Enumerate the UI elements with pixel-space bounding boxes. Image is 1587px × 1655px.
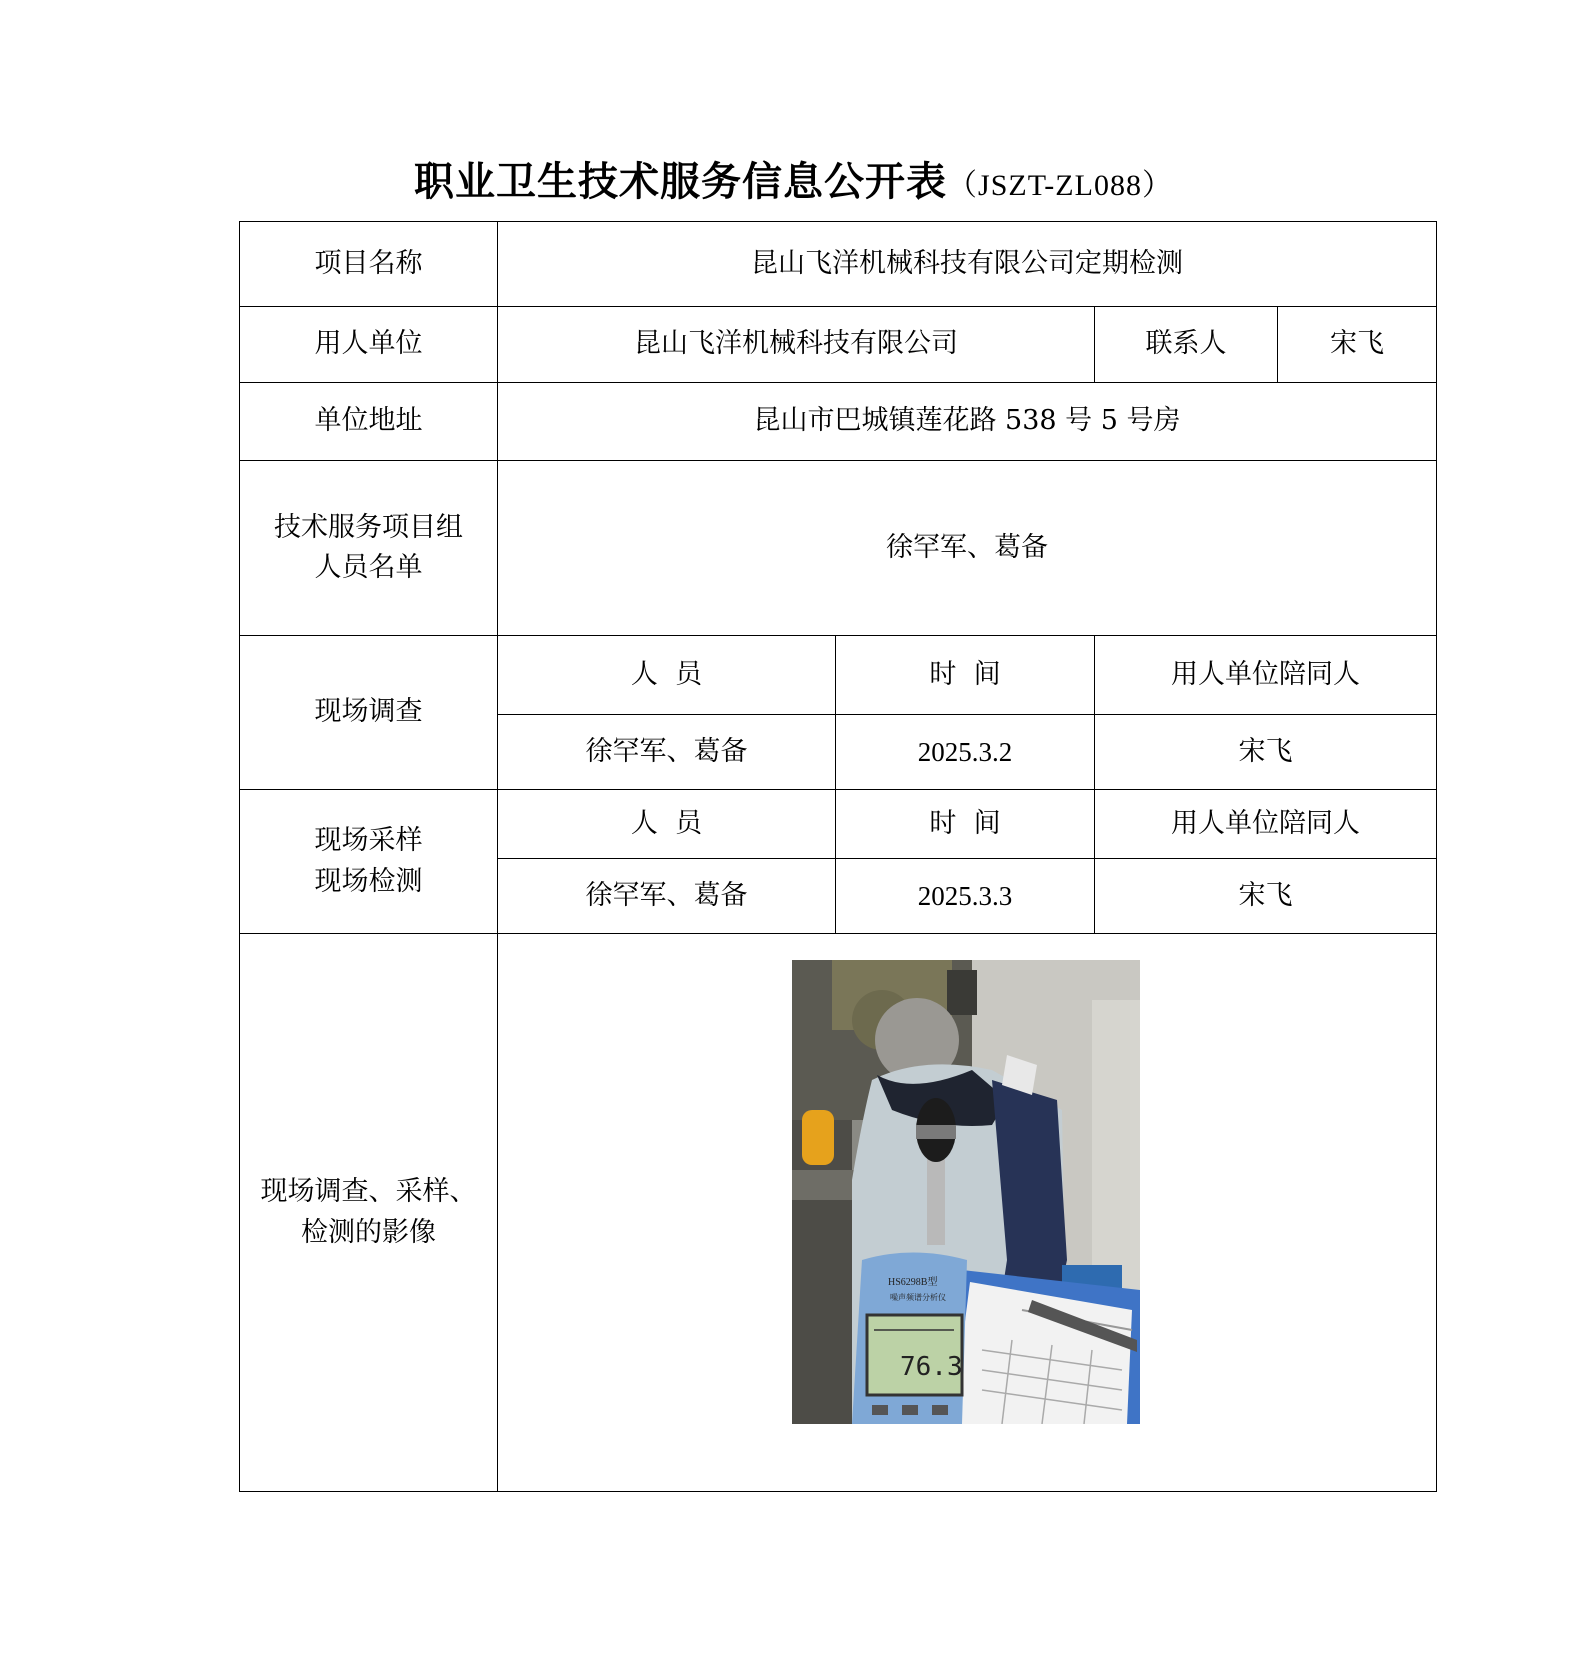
team-label	[240, 461, 498, 636]
employer-label: 用人单位	[240, 307, 498, 383]
row-sampling-header	[240, 790, 1437, 859]
sampling-personnel: 徐罕军、葛备	[498, 859, 836, 934]
title-code: （JSZT-ZL088）	[947, 169, 1173, 202]
row-team	[240, 461, 1437, 636]
survey-header-time: 时 间	[836, 636, 1095, 715]
contact-label: 联系人	[1095, 307, 1278, 383]
images-label-line1: 现场调查、采样、	[260, 1176, 477, 1207]
sampling-label-line2: 现场检测	[314, 865, 423, 897]
project-name-value: 昆山飞洋机械科技有限公司定期检测	[498, 222, 1437, 307]
survey-header-personnel: 人 员	[498, 636, 836, 715]
employer-value: 昆山飞洋机械科技有限公司	[498, 307, 1095, 383]
sampling-header-time: 时 间	[836, 790, 1095, 859]
team-value: 徐罕军、葛备	[498, 461, 1437, 636]
team-label-line1: 技术服务项目组	[274, 511, 463, 543]
meter-model: HS6298B型	[888, 1277, 938, 1288]
meter-reading: 76.3	[900, 1352, 963, 1382]
page-title	[0, 150, 1587, 207]
sampling-header-personnel: 人 员	[498, 790, 836, 859]
images-cell	[498, 934, 1437, 1492]
row-images	[240, 934, 1437, 1492]
meter-name: 噪声频谱分析仪	[890, 1293, 946, 1302]
sampling-header-escort: 用人单位陪同人	[1095, 790, 1437, 859]
row-address	[240, 383, 1437, 461]
row-project-name	[240, 222, 1437, 307]
title-main: 职业卫生技术服务信息公开表	[414, 158, 948, 205]
survey-header-escort: 用人单位陪同人	[1095, 636, 1437, 715]
survey-escort: 宋飞	[1095, 715, 1437, 790]
project-name-label: 项目名称	[240, 222, 498, 307]
sampling-escort: 宋飞	[1095, 859, 1437, 934]
images-label-line2: 检测的影像	[301, 1216, 436, 1248]
team-label-line2: 人员名单	[314, 552, 423, 583]
site-photo	[792, 960, 1140, 1424]
survey-date: 2025.3.2	[836, 715, 1095, 790]
sampling-label-line1: 现场采样	[314, 825, 423, 856]
sampling-label	[240, 790, 498, 934]
info-table	[239, 221, 1437, 1492]
images-label	[240, 934, 498, 1492]
address-label: 单位地址	[240, 383, 498, 461]
contact-value: 宋飞	[1278, 307, 1437, 383]
row-survey-header	[240, 636, 1437, 715]
survey-label: 现场调查	[240, 636, 498, 790]
survey-personnel: 徐罕军、葛备	[498, 715, 836, 790]
row-employer	[240, 307, 1437, 383]
sampling-date: 2025.3.3	[836, 859, 1095, 934]
address-value: 昆山市巴城镇莲花路 538 号 5 号房	[498, 383, 1437, 461]
